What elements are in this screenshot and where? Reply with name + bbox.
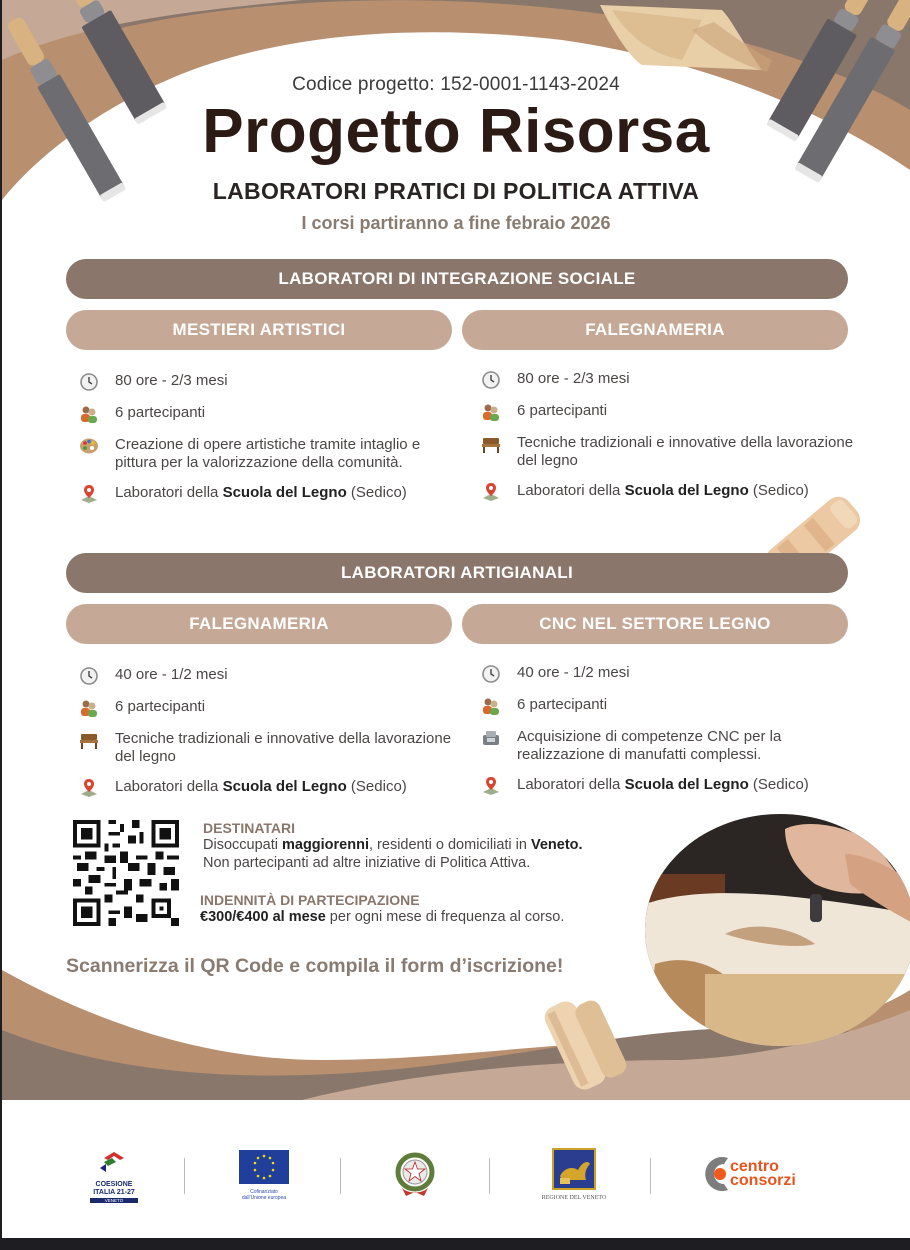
logo-divider: [650, 1158, 651, 1194]
list-item: 40 ore - 1/2 mesi: [78, 666, 458, 686]
list-item: Tecniche tradizionali e innovative della lavorazione del legno: [480, 434, 860, 470]
list-item: Laboratori della Scuola del Legno (Sedico): [480, 482, 860, 502]
qr-code[interactable]: [72, 820, 180, 926]
logo-divider: [340, 1158, 341, 1194]
page-title: Progetto Risorsa: [202, 97, 710, 166]
recipients-text: Disoccupati maggiorenni, residenti o domiciliati in Veneto.: [203, 837, 583, 853]
wood-carving-photo: [645, 814, 910, 1046]
list-item: 6 partecipanti: [78, 404, 458, 424]
call-to-action: Scannerizza il QR Code e compila il form d’iscrizione!: [66, 955, 564, 977]
cnc-machine-icon: [480, 728, 502, 748]
course-title: FALEGNAMERIA: [585, 320, 725, 339]
list-item: Laboratori della Scuola del Legno (Sedico): [480, 776, 860, 796]
palette-icon: [78, 436, 100, 456]
logo-divider: [489, 1158, 490, 1194]
people-icon: [78, 404, 100, 424]
course-details-falegnameria-2: [78, 666, 458, 810]
project-code: Codice progetto: 152-0001-1143-2024: [292, 74, 620, 95]
flyer-page: [2, 0, 910, 1238]
map-pin-icon: [480, 776, 502, 796]
list-item: 6 partecipanti: [78, 698, 458, 718]
allowance-text: €300/€400 al mese per ogni mese di frequenza al corso.: [200, 909, 565, 925]
section-bar-integrazione-sociale: [66, 259, 848, 299]
list-item: 80 ore - 2/3 mesi: [78, 372, 458, 392]
recipients-heading: DESTINATARI: [203, 820, 296, 836]
recipients-block: [203, 820, 643, 872]
list-item: 80 ore - 2/3 mesi: [480, 370, 860, 390]
section-title: LABORATORI DI INTEGRAZIONE SOCIALE: [278, 269, 636, 288]
eu-cofinanced-logo: Cofinanziato dall'Unione europea: [232, 1150, 296, 1204]
course-details-falegnameria-1: [480, 370, 860, 514]
clock-icon: [78, 372, 100, 392]
centro-consorzi-logo: centro consorzi: [702, 1152, 822, 1196]
course-title: MESTIERI ARTISTICI: [172, 320, 346, 339]
list-item: 6 partecipanti: [480, 696, 860, 716]
list-item: Laboratori della Scuola del Legno (Sedico): [78, 778, 458, 798]
logo-divider: [184, 1158, 185, 1194]
section-title: LABORATORI ARTIGIANALI: [341, 563, 573, 582]
course-title: FALEGNAMERIA: [189, 614, 329, 633]
course-details-cnc: [480, 664, 860, 808]
people-icon: [78, 698, 100, 718]
people-icon: [480, 402, 502, 422]
list-item: 40 ore - 1/2 mesi: [480, 664, 860, 684]
start-date-note: I corsi partiranno a fine febraio 2026: [301, 213, 611, 233]
course-bar-cnc: [462, 604, 848, 644]
section-bar-artigianali: [66, 553, 848, 593]
allowance-heading: INDENNITÀ DI PARTECIPAZIONE: [200, 892, 420, 908]
course-bar-falegnameria-2: [66, 604, 452, 644]
people-icon: [480, 696, 502, 716]
regione-veneto-logo: REGIONE DEL VENETO: [537, 1148, 611, 1204]
course-title: CNC NEL SETTORE LEGNO: [539, 614, 771, 633]
list-item: 6 partecipanti: [480, 402, 860, 422]
recipients-text-2: Non partecipanti ad altre iniziative di Politica Attiva.: [203, 855, 531, 871]
course-bar-falegnameria-1: [462, 310, 848, 350]
clock-icon: [480, 664, 502, 684]
list-item: Tecniche tradizionali e innovative della lavorazione del legno: [78, 730, 458, 766]
list-item: Creazione di opere artistiche tramite intaglio e pittura per la valorizzazione della comunità.: [78, 436, 458, 472]
list-item: Acquisizione di competenze CNC per la realizzazione di manufatti complessi.: [480, 728, 860, 764]
map-pin-icon: [480, 482, 502, 502]
clock-icon: [78, 666, 100, 686]
clock-icon: [480, 370, 502, 390]
coesione-italia-logo: COESIONE ITALIA 21-27 VENETO: [90, 1150, 138, 1204]
course-bar-mestieri-artistici: [66, 310, 452, 350]
list-item: Laboratori della Scuola del Legno (Sedico): [78, 484, 458, 504]
bench-icon: [78, 730, 100, 750]
bench-icon: [480, 434, 502, 454]
allowance-block: [200, 892, 650, 926]
page-subtitle: LABORATORI PRATICI DI POLITICA ATTIVA: [212, 178, 700, 204]
map-pin-icon: [78, 484, 100, 504]
course-details-mestieri-artistici: [78, 372, 458, 516]
map-pin-icon: [78, 778, 100, 798]
italian-republic-emblem: [392, 1150, 438, 1200]
